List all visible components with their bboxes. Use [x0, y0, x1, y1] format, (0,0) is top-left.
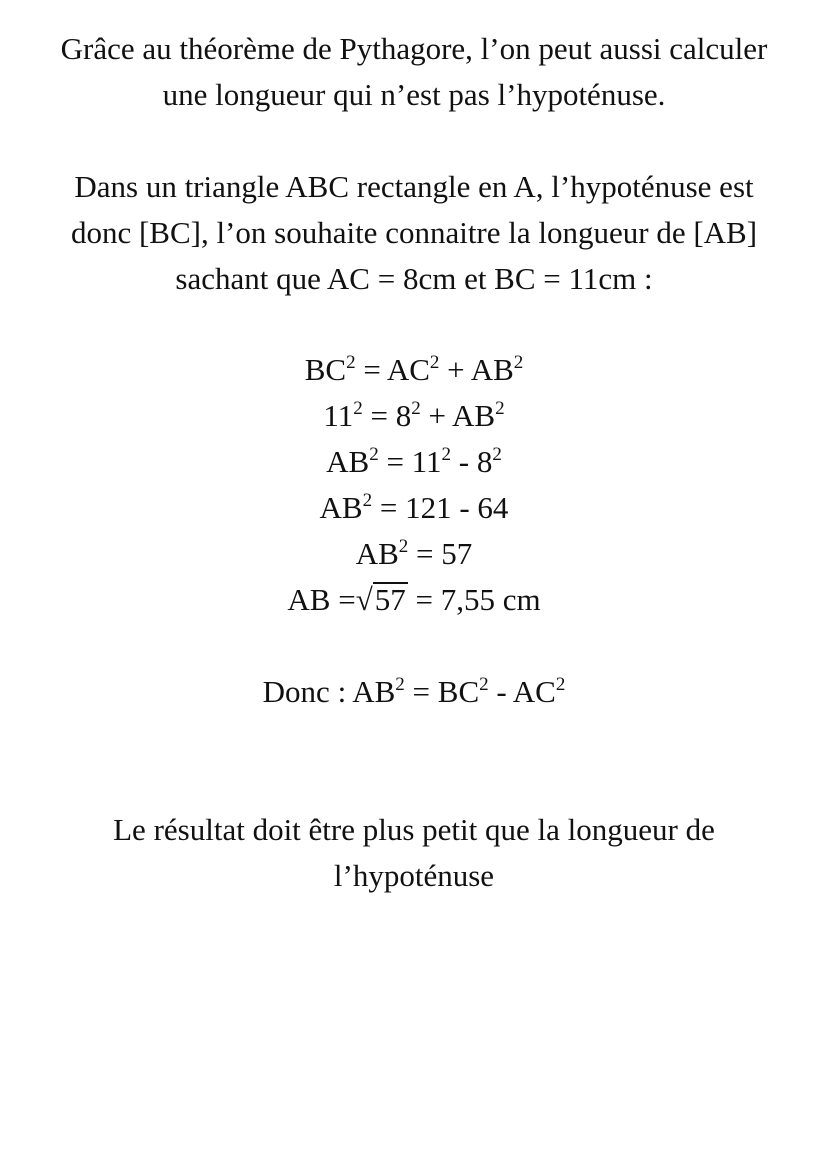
- problem-line-2: donc [BC], l’on souhaite connaitre la longueur de [AB]: [70, 215, 758, 250]
- eq3-term-a: AB: [326, 444, 370, 479]
- eq2-sq-a: 2: [353, 398, 363, 419]
- radical-sign: √: [355, 582, 373, 617]
- eq2-sq-b: 2: [411, 398, 421, 419]
- eq1-term-b: = AC: [355, 352, 430, 387]
- equation-4: [0, 485, 828, 531]
- conclusion-sq-c: 2: [555, 674, 566, 695]
- square-root: [356, 582, 408, 617]
- eq6-term-a: AB =: [287, 582, 356, 617]
- eq5-term-a: AB: [355, 536, 399, 571]
- conclusion-sq-a: 2: [395, 674, 405, 695]
- intro-line-1: Grâce au théorème de Pythagore, l’on peut aussi calculer: [60, 31, 768, 66]
- problem-line-3: sachant que AC = 8cm et BC = 11cm :: [175, 261, 653, 296]
- equation-6: [0, 577, 828, 623]
- eq1-sq-c: 2: [513, 352, 524, 373]
- conclusion-equation: [0, 669, 828, 715]
- equation-5: [0, 531, 828, 577]
- eq1-sq-b: 2: [429, 352, 440, 373]
- eq2-sq-c: 2: [495, 398, 505, 419]
- intro-paragraph: [20, 26, 808, 118]
- eq3-sq-c: 2: [492, 444, 502, 465]
- eq5-sq-a: 2: [398, 536, 409, 557]
- eq3-sq-a: 2: [369, 444, 379, 465]
- equation-1: [0, 347, 828, 393]
- equation-3: [0, 439, 828, 485]
- eq2-term-a: 11: [323, 398, 354, 433]
- note-paragraph: [20, 807, 808, 899]
- conclusion-term-b: = BC: [404, 674, 480, 709]
- eq2-term-b: = 8: [362, 398, 412, 433]
- problem-line-1: Dans un triangle ABC rectangle en A, l’hypoténuse est: [74, 169, 754, 204]
- eq3-term-c: - 8: [451, 444, 493, 479]
- eq1-sq-a: 2: [346, 352, 356, 373]
- eq1-term-a: BC: [304, 352, 347, 387]
- eq4-sq-a: 2: [362, 490, 373, 511]
- radicand: 57: [374, 582, 406, 617]
- eq3-term-b: = 11: [378, 444, 442, 479]
- problem-paragraph: [20, 164, 808, 302]
- equation-2: [0, 393, 828, 439]
- conclusion-term-a: Donc : AB: [262, 674, 396, 709]
- eq4-term-b: = 121 - 64: [372, 490, 509, 525]
- eq3-sq-b: 2: [441, 444, 452, 465]
- eq6-term-b: = 7,55 cm: [407, 582, 541, 617]
- eq5-term-b: = 57: [408, 536, 473, 571]
- conclusion-sq-b: 2: [479, 674, 489, 695]
- conclusion-term-c: - AC: [488, 674, 556, 709]
- eq2-term-c: + AB: [420, 398, 496, 433]
- intro-line-2: une longueur qui n’est pas l’hypoténuse.: [162, 77, 666, 112]
- note-line-2: l’hypoténuse: [333, 858, 495, 893]
- eq1-term-c: + AB: [439, 352, 514, 387]
- note-line-1: Le résultat doit être plus petit que la longueur de: [113, 812, 715, 847]
- eq4-term-a: AB: [319, 490, 363, 525]
